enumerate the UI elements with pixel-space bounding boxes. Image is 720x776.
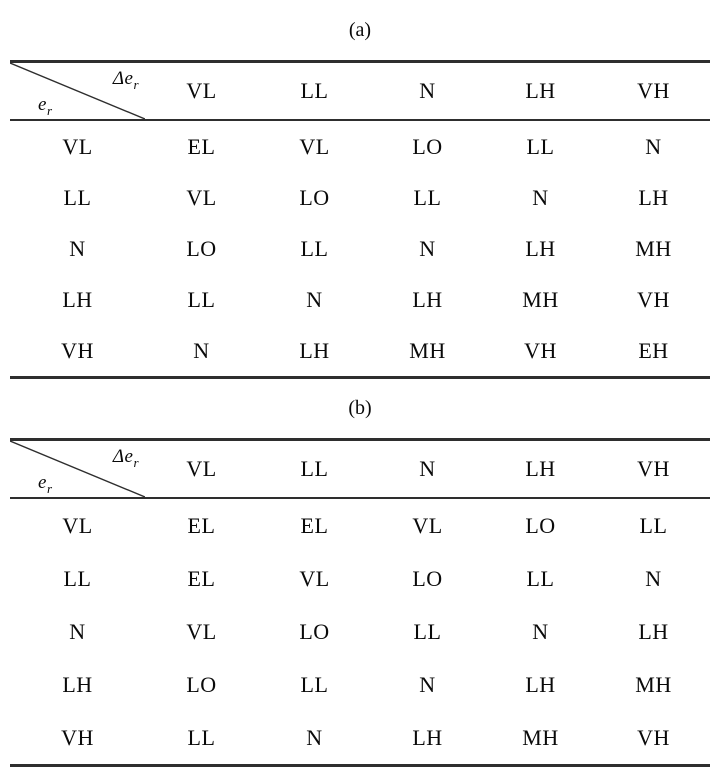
table-cell: LL — [187, 724, 216, 750]
column-header: LH — [525, 78, 556, 103]
table-cell: LO — [186, 671, 217, 697]
table-cell: LL — [300, 671, 329, 697]
table-row — [10, 658, 710, 711]
table-cell: LL — [413, 618, 442, 644]
table-cell: LO — [299, 618, 330, 644]
table-cell: VH — [637, 724, 670, 750]
table-cell: EH — [638, 337, 669, 363]
table-cell: LH — [412, 286, 443, 312]
row-header: N — [69, 235, 86, 261]
table-cell: VL — [299, 565, 330, 591]
table-cell: N — [306, 724, 323, 750]
table-cell: MH — [635, 235, 672, 261]
table-row — [10, 274, 710, 325]
column-header: LL — [300, 456, 329, 481]
table-cell: MH — [522, 286, 559, 312]
row-header: VL — [62, 512, 93, 538]
column-header: VH — [637, 456, 670, 481]
column-header: VH — [637, 78, 670, 103]
table-cell: LH — [638, 618, 669, 644]
table-cell: LH — [412, 724, 443, 750]
table-cell: EL — [300, 512, 329, 538]
column-header: LH — [525, 456, 556, 481]
row-axis-label: $e_r$ — [38, 94, 53, 118]
table-cell: LH — [525, 235, 556, 261]
table-row — [10, 172, 710, 223]
row-header: VH — [61, 337, 94, 363]
table-cell: LO — [525, 512, 556, 538]
table-cell: LL — [300, 235, 329, 261]
table-cell: VH — [524, 337, 557, 363]
table-cell: LH — [525, 671, 556, 697]
col-axis-label: $\Delta e_r$ — [112, 68, 139, 92]
table-b-caption: (b) — [348, 397, 372, 419]
table-cell: EL — [187, 565, 216, 591]
table-cell: N — [306, 286, 323, 312]
table-row — [10, 711, 710, 764]
table-cell: MH — [409, 337, 446, 363]
table-cell: N — [419, 671, 436, 697]
table-row — [10, 121, 710, 172]
rule-table-a — [10, 60, 710, 379]
table-cell: EL — [187, 512, 216, 538]
column-header: N — [419, 78, 436, 103]
table-cell: N — [532, 184, 549, 210]
table-a-header-row — [10, 63, 710, 119]
table-b-header-row — [10, 441, 710, 497]
table-cell: N — [645, 565, 662, 591]
row-header: LH — [62, 671, 93, 697]
table-a-corner-header-cell — [10, 63, 145, 119]
col-axis-label: $\Delta e_r$ — [112, 446, 139, 470]
table-cell: LL — [187, 286, 216, 312]
column-header: LL — [300, 78, 329, 103]
column-header: VL — [186, 78, 217, 103]
table-a-caption: (a) — [348, 18, 372, 41]
table-cell: LO — [186, 235, 217, 261]
table-cell: LO — [412, 133, 443, 159]
table-cell: LO — [299, 184, 330, 210]
row-header: LL — [63, 184, 92, 210]
row-axis-label: $e_r$ — [38, 472, 53, 496]
table-cell: VL — [186, 618, 217, 644]
rule-table-b — [10, 438, 710, 767]
column-header: N — [419, 456, 436, 481]
table-row — [10, 223, 710, 274]
table-row — [10, 325, 710, 376]
table-cell: LL — [413, 184, 442, 210]
row-header: VH — [61, 724, 94, 750]
table-cell: N — [193, 337, 210, 363]
table-cell: EL — [187, 133, 216, 159]
table-cell: VL — [186, 184, 217, 210]
table-cell: LH — [638, 184, 669, 210]
row-header: VL — [62, 133, 93, 159]
table-cell: LL — [526, 565, 555, 591]
table-cell: VH — [637, 286, 670, 312]
table-cell: N — [645, 133, 662, 159]
table-cell: MH — [522, 724, 559, 750]
column-header: VL — [186, 456, 217, 481]
row-header: LL — [63, 565, 92, 591]
table-cell: LL — [526, 133, 555, 159]
table-cell: VL — [299, 133, 330, 159]
row-header: N — [69, 618, 86, 644]
table-cell: LL — [639, 512, 668, 538]
table-cell: MH — [635, 671, 672, 697]
table-cell: LH — [299, 337, 330, 363]
table-cell: LO — [412, 565, 443, 591]
table-row — [10, 605, 710, 658]
table-b-bottom-rule — [10, 764, 710, 767]
table-b-corner-header-cell — [10, 441, 145, 497]
table-cell: N — [532, 618, 549, 644]
row-header: LH — [62, 286, 93, 312]
table-row — [10, 499, 710, 552]
table-cell: VL — [412, 512, 443, 538]
table-row — [10, 552, 710, 605]
table-cell: N — [419, 235, 436, 261]
